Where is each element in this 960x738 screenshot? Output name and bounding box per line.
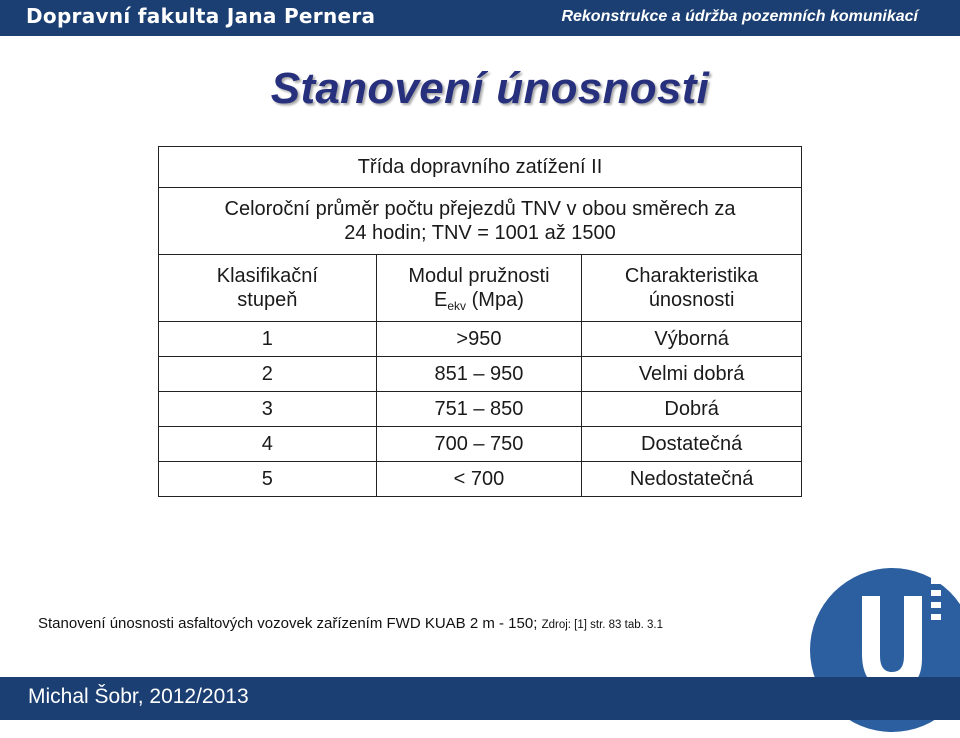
column-header-rating [582, 255, 802, 322]
traffic-description-cell [159, 188, 802, 255]
column-header-modulus [376, 255, 582, 322]
table-row [159, 357, 802, 392]
column-header-text: Modul pružnosti [408, 265, 550, 287]
capacity-table [158, 146, 802, 497]
traffic-class-cell: Třída dopravního zatížení II [159, 147, 802, 188]
table-header-row [159, 147, 802, 188]
grade-cell: 5 [159, 462, 377, 497]
column-header-text: Charakteristika [624, 265, 759, 287]
source-note [38, 615, 663, 632]
modulus-cell: < 700 [376, 462, 582, 497]
rating-cell: Výborná [582, 322, 802, 357]
table-row [159, 392, 802, 427]
modulus-cell: 851 – 950 [376, 357, 582, 392]
author-name: Michal Šobr, 2012/2013 [28, 685, 249, 708]
column-header-row [159, 255, 802, 322]
footer-bar [0, 677, 960, 720]
modulus-subscript: ekv [447, 299, 467, 313]
slide-title: Stanovení únosnosti [270, 64, 710, 113]
traffic-description-line: Celoroční průměr počtu přejezdů TNV v obou směrech za [224, 198, 736, 220]
rating-cell: Dobrá [582, 392, 802, 427]
table-row [159, 322, 802, 357]
column-header-grade [159, 255, 377, 322]
faculty-name: Dopravní fakulta Jana Pernera [26, 4, 376, 28]
table-header-row [159, 188, 802, 255]
header-bar [0, 0, 960, 36]
column-header-text: stupeň [237, 289, 298, 311]
grade-cell: 3 [159, 392, 377, 427]
modulus-unit: (Mpa) [471, 289, 524, 311]
grade-cell: 4 [159, 427, 377, 462]
modulus-cell: 751 – 850 [376, 392, 582, 427]
modulus-cell: 700 – 750 [376, 427, 582, 462]
column-header-text: únosnosti [648, 289, 735, 311]
source-main-text: Stanovení únosnosti asfaltových vozovek zařízením FWD KUAB 2 m - 150; [38, 615, 538, 632]
traffic-description-line: 24 hodin; TNV = 1001 až 1500 [344, 222, 616, 244]
source-reference: Zdroj: [1] str. 83 tab. 3.1 [541, 619, 664, 631]
course-name: Rekonstrukce a údržba pozemních komunikací [561, 8, 918, 25]
modulus-symbol: E [434, 289, 448, 311]
modulus-cell: >950 [376, 322, 582, 357]
rating-cell: Nedostatečná [582, 462, 802, 497]
rating-cell: Dostatečná [582, 427, 802, 462]
grade-cell: 1 [159, 322, 377, 357]
table-row [159, 462, 802, 497]
table-row [159, 427, 802, 462]
grade-cell: 2 [159, 357, 377, 392]
column-header-text: Klasifikační [216, 265, 318, 287]
rating-cell: Velmi dobrá [582, 357, 802, 392]
